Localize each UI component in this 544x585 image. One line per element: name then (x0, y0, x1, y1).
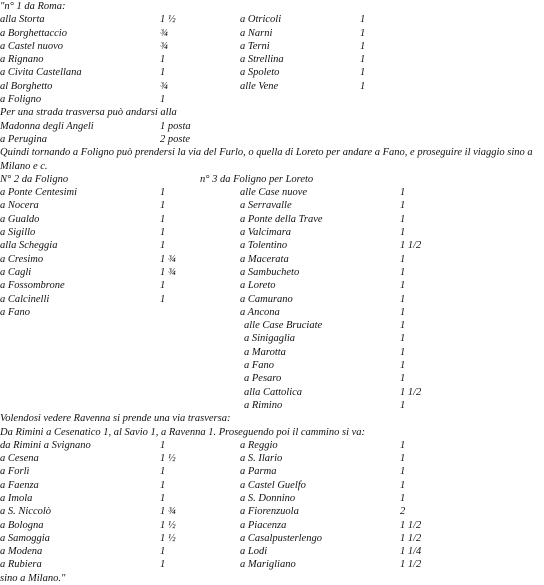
route23-cell: 1 (400, 200, 406, 212)
closing-text: sino a Milano." (0, 572, 66, 584)
route23-cell: 1 (400, 320, 406, 332)
route23-cell: alle Case Bruciate (244, 320, 323, 332)
route23-cell: a Sinigaglia (244, 333, 296, 345)
route1-row (0, 27, 544, 40)
route23-cell: 1 1/2 (400, 240, 422, 252)
route1-table (0, 13, 544, 106)
route4-row (0, 558, 544, 571)
route23-row (0, 186, 544, 199)
route4-cell: 1 1/2 (400, 532, 422, 544)
route4-cell: 1 ¾ (160, 506, 176, 518)
route23-cell: 1 (400, 373, 406, 385)
route4-cell: a Fiorenzuola (240, 506, 299, 518)
route4-cell: a S. Donnino (240, 492, 296, 504)
route-headings (0, 173, 544, 186)
route4-cell: a Samoggia (0, 532, 50, 544)
route23-cell: a Gualdo (0, 213, 40, 225)
route23-row (0, 293, 544, 306)
route1-cell: a Borghettaccio (0, 27, 67, 39)
route23-cell: a Loreto (240, 280, 276, 292)
route23-row (0, 332, 544, 345)
side-road-row (0, 133, 544, 146)
route4-cell: 1 (400, 453, 406, 465)
route4-cell: 1 (400, 492, 406, 504)
route23-cell: 1 (400, 227, 406, 239)
route23-row (0, 359, 544, 372)
route23-cell: a Pesaro (244, 373, 282, 385)
route1-cell: a Narni (240, 27, 273, 39)
route23-cell: a Macerata (240, 253, 289, 265)
route4-cell: a Marigliano (240, 559, 296, 571)
side-road-cell: Madonna degli Angeli (0, 120, 94, 132)
route1-cell: 1 (160, 94, 166, 106)
route1-cell: 1 (360, 14, 366, 26)
route1-cell: 1 (360, 80, 366, 92)
route4-cell: a Faenza (0, 479, 39, 491)
route1-cell: alle Vene (240, 80, 279, 92)
side-road-cell: 1 posta (160, 120, 191, 132)
heading-roma-text: "n° 1 da Roma: (0, 1, 66, 12)
route4-cell: a Reggio (240, 439, 278, 451)
route23-cell: a Nocera (0, 200, 39, 212)
route23-cell: a Ponte della Trave (240, 213, 323, 225)
route23-cell: 1 (400, 333, 406, 345)
route4-cell: a Casalpusterlengo (240, 532, 322, 544)
route23-table (0, 186, 544, 412)
route4-cell: 1 ½ (160, 519, 176, 531)
route4-cell: a Cesena (0, 453, 39, 465)
route1-cell: 1 ½ (160, 14, 176, 26)
route1-cell: a Foligno (0, 94, 42, 106)
ravenna-route-text: Da Rimini a Cesenatico 1, al Savio 1, a Ravenna 1. Proseguendo poi il cammino si va: (0, 426, 366, 438)
side-road-line (0, 106, 544, 119)
route4-row (0, 532, 544, 545)
route23-cell: a Cagli (0, 266, 32, 278)
route4-cell: 1 (160, 479, 166, 491)
heading-roma (0, 0, 544, 13)
route1-cell: a Strellina (240, 54, 284, 66)
heading-loreto: n° 3 da Foligno per Loreto (200, 173, 314, 185)
route4-cell: 1 (400, 466, 406, 478)
route4-cell: 1 ½ (160, 532, 176, 544)
route4-cell: a Castel Guelfo (240, 479, 306, 491)
route4-cell: 1 (400, 479, 406, 491)
route4-row (0, 492, 544, 505)
route23-cell: 1 (400, 187, 406, 199)
route4-cell: a Parma (240, 466, 277, 478)
ravenna-route-line (0, 426, 544, 439)
route4-cell: 1 (160, 492, 166, 504)
route23-cell: 1 (160, 200, 166, 212)
route1-cell: 1 (360, 54, 366, 66)
route1-cell: a Rignano (0, 54, 44, 66)
route4-cell: 1 (160, 439, 166, 451)
route23-cell: a Sambucheto (240, 266, 300, 278)
route4-cell: a Lodi (240, 546, 268, 558)
route4-cell: 1 1/2 (400, 559, 422, 571)
ravenna-line (0, 412, 544, 425)
route23-row (0, 399, 544, 412)
route1-row (0, 13, 544, 26)
route1-cell: 1 (360, 27, 366, 39)
route1-cell: alla Storta (0, 14, 45, 26)
route4-row (0, 519, 544, 532)
route23-row (0, 372, 544, 385)
route23-row (0, 213, 544, 226)
route23-cell: 1 (400, 360, 406, 372)
route23-row (0, 253, 544, 266)
route4-cell: a Piacenza (240, 519, 287, 531)
route23-cell: 1 ¾ (160, 266, 176, 278)
route23-cell: a Valcimara (240, 227, 292, 239)
route23-cell: a Serravalle (240, 200, 292, 212)
route4-cell: a Rubiera (0, 559, 42, 571)
ravenna-text: Volendosi vedere Ravenna si prende una via trasversa: (0, 413, 231, 425)
route4-cell: a S. Ilario (240, 453, 283, 465)
route4-cell: da Rimini a Svignano (0, 439, 91, 451)
route1-cell: a Castel nuovo (0, 40, 63, 52)
route1-cell: 1 (360, 40, 366, 52)
route23-row (0, 319, 544, 332)
route23-row (0, 306, 544, 319)
route23-cell: a Tolentino (240, 240, 288, 252)
route1-cell: al Borghetto (0, 80, 53, 92)
route4-row (0, 452, 544, 465)
route4-cell: 1 (160, 559, 166, 571)
route4-cell: a Modena (0, 546, 43, 558)
side-roads-table (0, 120, 544, 147)
route23-cell: a Rimino (244, 399, 283, 411)
route23-cell: a Ponte Centesimi (0, 187, 77, 199)
route1-cell: 1 (360, 67, 366, 79)
route23-row (0, 279, 544, 292)
route4-row (0, 465, 544, 478)
route4-cell: a Forlì (0, 466, 30, 478)
route4-table (0, 439, 544, 572)
route4-row (0, 439, 544, 452)
side-road-cell: 2 poste (160, 133, 191, 145)
route23-row (0, 226, 544, 239)
side-road-text: Per una strada trasversa può andarsi alla (0, 107, 177, 119)
heading-furlo: N° 2 da Foligno (0, 173, 69, 185)
route23-cell: a Fano (244, 360, 275, 372)
route1-cell: a Terni (240, 40, 270, 52)
route23-cell: 1 (400, 280, 406, 292)
route23-cell: 1 (400, 213, 406, 225)
route23-cell: 1 (400, 306, 406, 318)
side-road-cell: a Perugina (0, 133, 47, 145)
route23-row (0, 266, 544, 279)
route23-cell: 1 (160, 213, 166, 225)
route1-cell: ¾ (160, 40, 168, 52)
route1-cell: ¾ (160, 27, 168, 39)
route4-row (0, 505, 544, 518)
route23-row (0, 386, 544, 399)
route1-cell: a Otricoli (240, 14, 282, 26)
return-text: Quindi tornando a Foligno può prendersi la via del Furlo, o quella di Loreto per andare a Fano, e proseguire il viaggio sino a Milano e c. (0, 147, 533, 172)
route4-cell: 1 1/2 (400, 519, 422, 531)
route23-row (0, 239, 544, 252)
route4-cell: a Imola (0, 492, 33, 504)
route23-cell: a Sigillo (0, 227, 36, 239)
route23-cell: 1 1/2 (400, 386, 422, 398)
route1-row (0, 66, 544, 79)
route23-cell: 1 (400, 293, 406, 305)
route4-cell: 1 (160, 546, 166, 558)
route1-cell: a Civita Castellana (0, 67, 82, 79)
route23-row (0, 346, 544, 359)
route23-cell: 1 (160, 187, 166, 199)
route23-cell: 1 (160, 280, 166, 292)
route1-row (0, 93, 544, 106)
route23-cell: a Calcinelli (0, 293, 50, 305)
side-road-row (0, 120, 544, 133)
route1-row (0, 53, 544, 66)
route1-row (0, 80, 544, 93)
route23-cell: alla Scheggia (0, 240, 58, 252)
route23-cell: a Marotta (244, 346, 286, 358)
return-paragraph (0, 146, 540, 173)
route23-cell: a Fossombrone (0, 280, 65, 292)
route23-cell: alla Cattolica (244, 386, 303, 398)
route1-cell: 1 (160, 54, 166, 66)
route23-cell: a Fano (0, 306, 31, 318)
route23-row (0, 199, 544, 212)
route23-cell: a Ancona (240, 306, 280, 318)
route23-cell: 1 (400, 399, 406, 411)
route4-cell: 1 1/4 (400, 546, 422, 558)
route23-cell: 1 (400, 253, 406, 265)
route1-row (0, 40, 544, 53)
route23-cell: 1 (160, 227, 166, 239)
route4-cell: a Bologna (0, 519, 44, 531)
route23-cell: alle Case nuove (240, 187, 308, 199)
route23-cell: 1 (400, 266, 406, 278)
route23-cell: 1 (160, 240, 166, 252)
route23-cell: a Cresimo (0, 253, 44, 265)
route1-cell: 1 (160, 67, 166, 79)
route4-cell: 1 (400, 439, 406, 451)
route23-cell: 1 ¾ (160, 253, 176, 265)
route1-cell: ¾ (160, 80, 168, 92)
route23-cell: 1 (400, 346, 406, 358)
route4-cell: 1 ½ (160, 453, 176, 465)
route4-cell: 1 (160, 466, 166, 478)
closing-line (0, 572, 544, 585)
route23-cell: 1 (160, 293, 166, 305)
route23-cell: a Camurano (240, 293, 293, 305)
route4-cell: 2 (400, 506, 406, 518)
route4-row (0, 545, 544, 558)
route1-cell: a Spoleto (240, 67, 280, 79)
route4-row (0, 479, 544, 492)
route4-cell: a S. Niccolò (0, 506, 52, 518)
